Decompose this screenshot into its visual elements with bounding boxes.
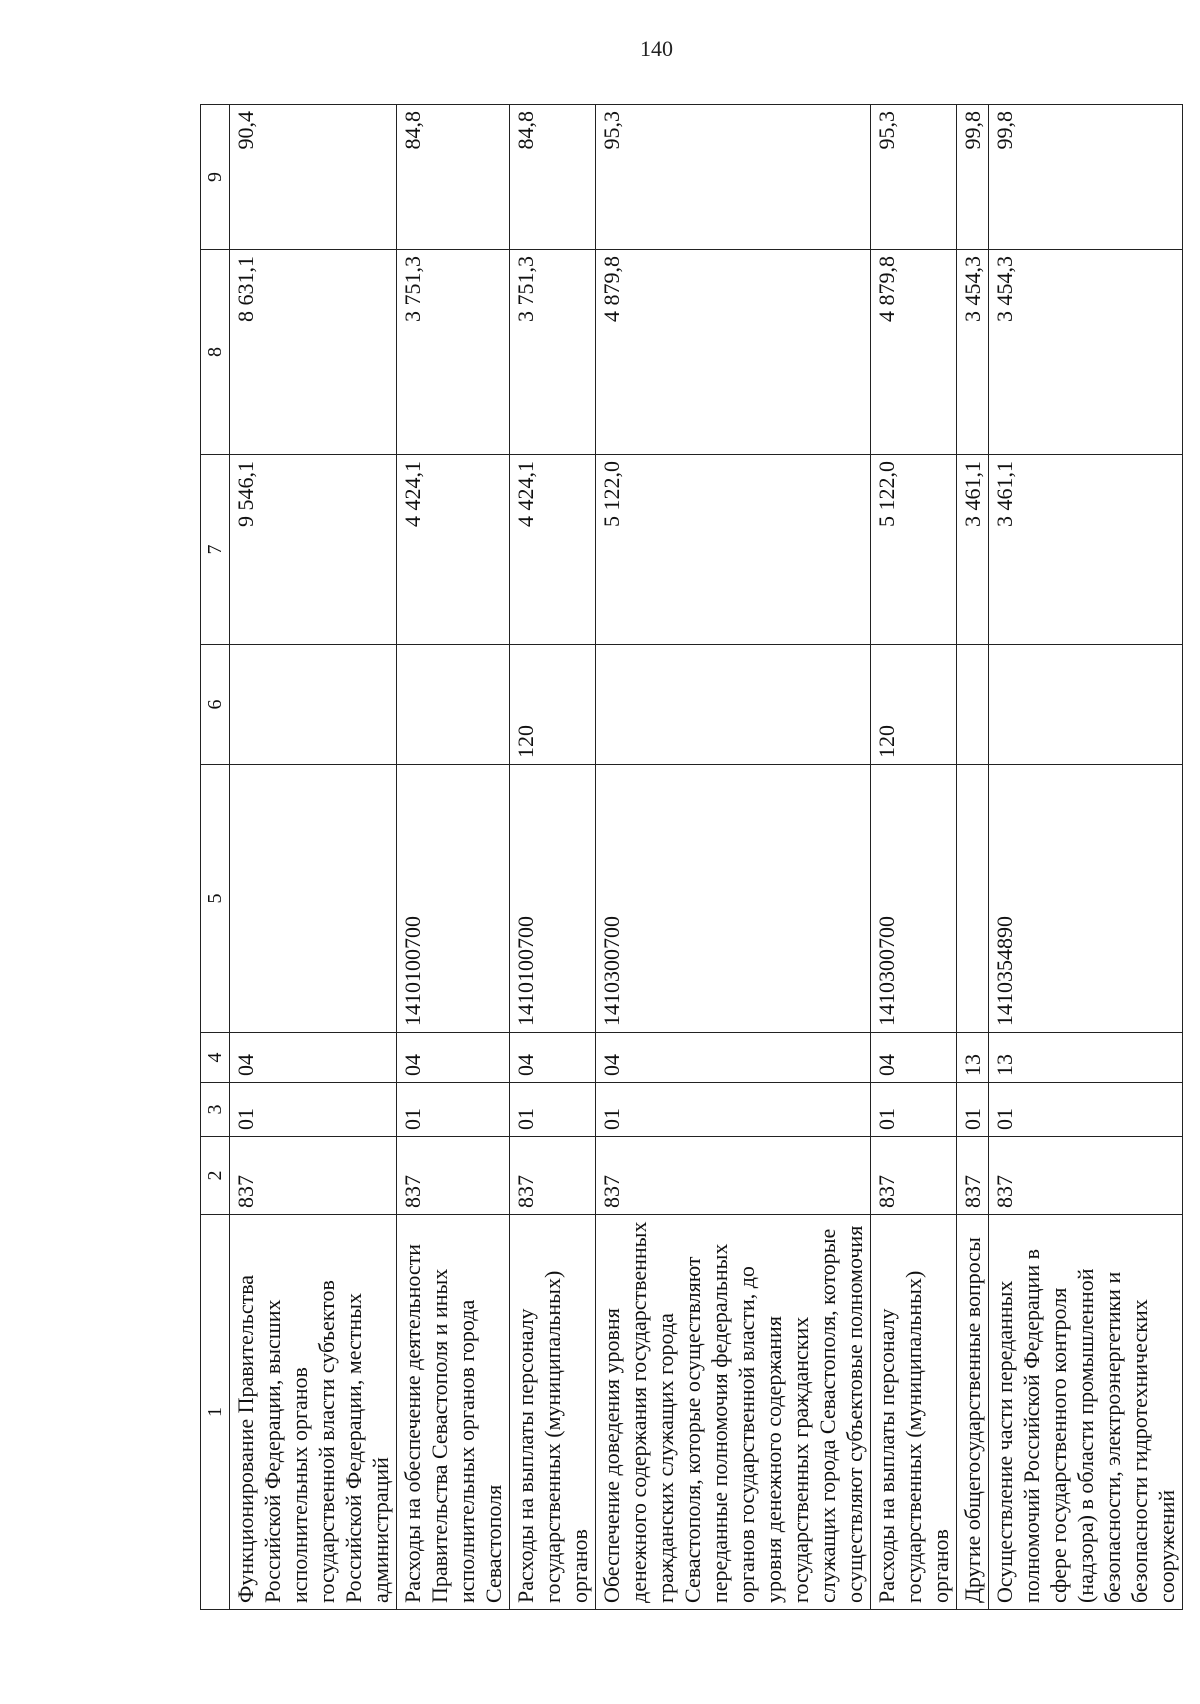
section-code: 01 — [871, 1083, 957, 1137]
actual-amount: 3 454,3 — [989, 250, 1183, 455]
row-description: Осуществление части переданных полномочий Российской Федерации в сфере государственного контроля (надзора) в области промышленной безопасности, электроэнергетики и безопасности гидротехнических сооружений — [989, 1215, 1183, 1610]
ministry-code: 837 — [871, 1137, 957, 1215]
target-article-code: 1410300700 — [871, 765, 957, 1033]
table-row — [957, 105, 989, 1610]
planned-amount: 3 461,1 — [989, 455, 1183, 645]
subsection-code: 13 — [989, 1033, 1183, 1083]
ministry-code: 837 — [957, 1137, 989, 1215]
target-article-code — [957, 765, 989, 1033]
actual-amount: 3 454,3 — [957, 250, 989, 455]
page-number: 140 — [640, 36, 673, 61]
actual-amount: 3 751,3 — [397, 250, 510, 455]
expense-type-code — [397, 645, 510, 765]
column-header: 9 — [201, 105, 230, 250]
ministry-code: 837 — [596, 1137, 871, 1215]
section-code: 01 — [397, 1083, 510, 1137]
actual-amount: 4 879,8 — [871, 250, 957, 455]
rotated-table-container — [200, 105, 1179, 1610]
ministry-code: 837 — [510, 1137, 596, 1215]
row-description: Обеспечение доведения уровня денежного содержания государственных гражданских служащих города Севастополя, которые осуществляют переданные полномочия федеральных органов государственной власти, до уровня денежного содержания государственных гражданских служащих города Севастополя, которые осуществляют субъектовые полномочия — [596, 1215, 871, 1610]
subsection-code: 04 — [596, 1033, 871, 1083]
subsection-code: 04 — [397, 1033, 510, 1083]
table-row — [510, 105, 596, 1610]
percent-executed: 84,8 — [510, 105, 596, 250]
subsection-code: 04 — [510, 1033, 596, 1083]
column-header: 2 — [201, 1137, 230, 1215]
target-article-code: 1410100700 — [397, 765, 510, 1033]
row-description: Расходы на обеспечение деятельности Правительства Севастополя и иных исполнительных органов города Севастополя — [397, 1215, 510, 1610]
section-code: 01 — [230, 1083, 397, 1137]
column-header: 4 — [201, 1033, 230, 1083]
percent-executed: 90,4 — [230, 105, 397, 250]
percent-executed: 99,8 — [957, 105, 989, 250]
section-code: 01 — [957, 1083, 989, 1137]
table-header-row — [201, 105, 230, 1610]
ministry-code: 837 — [230, 1137, 397, 1215]
planned-amount: 5 122,0 — [596, 455, 871, 645]
expense-type-code: 120 — [510, 645, 596, 765]
table-row — [871, 105, 957, 1610]
column-header: 7 — [201, 455, 230, 645]
expense-type-code — [989, 645, 1183, 765]
subsection-code: 04 — [871, 1033, 957, 1083]
table-row — [397, 105, 510, 1610]
section-code: 01 — [510, 1083, 596, 1137]
section-code: 01 — [596, 1083, 871, 1137]
target-article-code — [230, 765, 397, 1033]
row-description: Расходы на выплаты персоналу государственных (муниципальных) органов — [510, 1215, 596, 1610]
planned-amount: 5 122,0 — [871, 455, 957, 645]
planned-amount: 3 461,1 — [957, 455, 989, 645]
table-row — [989, 105, 1183, 1610]
target-article-code: 1410300700 — [596, 765, 871, 1033]
planned-amount: 4 424,1 — [510, 455, 596, 645]
row-description: Другие общегосударственные вопросы — [957, 1215, 989, 1610]
target-article-code: 1410100700 — [510, 765, 596, 1033]
table-row — [596, 105, 871, 1610]
expense-type-code — [230, 645, 397, 765]
row-description: Расходы на выплаты персоналу государственных (муниципальных) органов — [871, 1215, 957, 1610]
percent-executed: 95,3 — [871, 105, 957, 250]
column-header: 1 — [201, 1215, 230, 1610]
expense-type-code — [957, 645, 989, 765]
column-header: 8 — [201, 250, 230, 455]
column-header: 6 — [201, 645, 230, 765]
column-header: 5 — [201, 765, 230, 1033]
subsection-code: 13 — [957, 1033, 989, 1083]
planned-amount: 4 424,1 — [397, 455, 510, 645]
actual-amount: 3 751,3 — [510, 250, 596, 455]
actual-amount: 8 631,1 — [230, 250, 397, 455]
table-row — [230, 105, 397, 1610]
column-header: 3 — [201, 1083, 230, 1137]
planned-amount: 9 546,1 — [230, 455, 397, 645]
actual-amount: 4 879,8 — [596, 250, 871, 455]
expense-type-code — [596, 645, 871, 765]
percent-executed: 99,8 — [989, 105, 1183, 250]
expense-type-code: 120 — [871, 645, 957, 765]
ministry-code: 837 — [397, 1137, 510, 1215]
budget-table — [200, 104, 1183, 1610]
target-article-code: 1410354890 — [989, 765, 1183, 1033]
percent-executed: 84,8 — [397, 105, 510, 250]
subsection-code: 04 — [230, 1033, 397, 1083]
section-code: 01 — [989, 1083, 1183, 1137]
ministry-code: 837 — [989, 1137, 1183, 1215]
row-description: Функционирование Правительства Российской Федерации, высших исполнительных органов государственной власти субъектов Российской Федерации, местных администраций — [230, 1215, 397, 1610]
percent-executed: 95,3 — [596, 105, 871, 250]
